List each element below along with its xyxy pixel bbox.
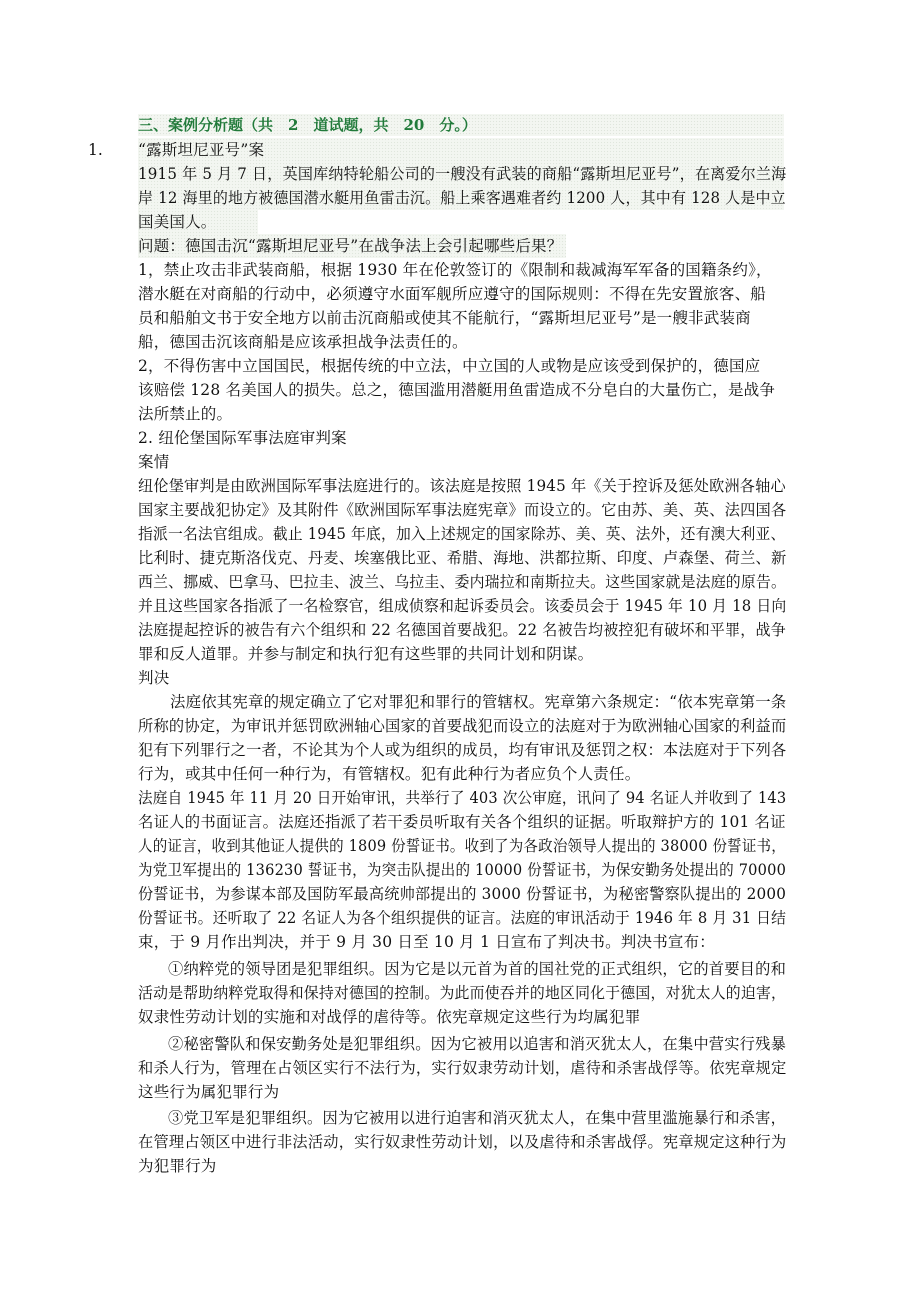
- case-intro-line: 国美国人。: [138, 213, 217, 231]
- verdict-line: 为犯罪行为: [138, 1157, 217, 1175]
- verdict-line: 这些行为属犯罪行为: [138, 1083, 280, 1101]
- case-title: “露斯坦尼亚号”案: [138, 141, 265, 159]
- facts-line: 纽伦堡审判是由欧洲国际军事法庭进行的。该法庭是按照 1945 年《关于控诉及惩处欧洲各轴心: [138, 477, 786, 495]
- verdict-line: ②秘密警队和保安勤务处是犯罪组织。因为它被用以追害和消灭犹太人，在集中营实行残暴: [168, 1035, 787, 1053]
- question-text: 问题：德国击沉“露斯坦尼亚号”在战争法上会引起哪些后果？: [138, 237, 563, 255]
- verdict-line: 活动是帮助纳粹党取得和保持对德国的控制。为此而使吞并的地区同化于德国，对犹太人的迫害，: [138, 984, 787, 1002]
- facts-line: 比利时、捷克斯洛伐克、丹麦、埃塞俄比亚、希腊、海地、洪都拉斯、印度、卢森堡、荷兰、新: [138, 549, 787, 567]
- trial-line: 份誓证书，为参谋本部及国防军最高统帅部提出的 3000 份誓证书，为秘密警察队提出的 2000: [138, 885, 787, 903]
- answer-line: 法所禁止的。: [138, 405, 233, 423]
- question-number: 1.: [88, 141, 103, 159]
- judgment-line: 行为，或其中任何一种行为，有管辖权。犯有此种行为者应负个人责任。: [138, 765, 641, 783]
- answer-line: 潜水艇在对商船的行动中，必须遵守水面军舰所应遵守的国际规则：不得在先安置旅客、船: [138, 285, 767, 303]
- section-heading: 案情: [138, 453, 170, 471]
- verdict-line: 奴隶性劳动计划的实施和对战俘的虐待等。依宪章规定这些行为均属犯罪: [138, 1008, 641, 1026]
- answer-line: 员和船舶文书于安全地方以前击沉商船或使其不能航行，“露斯坦尼亚号”是一艘非武装商: [138, 309, 751, 327]
- verdict-line: ①纳粹党的领导团是犯罪组织。因为它是以元首为首的国社党的正式组织，它的首要目的和: [168, 960, 787, 978]
- trial-line: 为党卫军提出的 136230 誓证书，为突击队提出的 10000 份誓证书，为保安勤务处提出的 70000: [138, 861, 787, 879]
- verdict-line: 和杀人行为，管理在占领区实行不法行为，实行奴隶劳动计划，虐待和杀害战俘等。依宪章规定: [138, 1059, 787, 1077]
- verdict-line: 在管理占领区中进行非法活动，实行奴隶性劳动计划，以及虐待和杀害战俘。宪章规定这种行为: [138, 1133, 787, 1151]
- section-heading: 判决: [138, 669, 170, 687]
- facts-line: 指派一名法官组成。截止 1945 年底，加入上述规定的国家除苏、美、英、法外，还有澳大利亚、: [138, 525, 786, 543]
- verdict-line: ③党卫军是犯罪组织。因为它被用以进行迫害和消灭犹太人，在集中营里滥施暴行和杀害，: [168, 1109, 787, 1127]
- case-intro-line: 1915 年 5 月 7 日，英国库纳特轮船公司的一艘没有武装的商船“露斯坦尼亚号”，在离爱尔兰海: [138, 165, 787, 183]
- answer-line: 该赔偿 128 名美国人的损失。总之，德国滥用潜艇用鱼雷造成不分皂白的大量伤亡，是战争: [138, 381, 776, 399]
- trial-line: 份誓证书。还听取了 22 名证人为各个组织提供的证言。法庭的审讯活动于 1946 年 8 月 31 日结: [138, 909, 787, 927]
- trial-line: 束，于 9 月作出判决，并于 9 月 30 日至 10 月 1 日宣布了判决书。判决书宣布：: [138, 933, 716, 951]
- judgment-line: 法庭依其宪章的规定确立了它对罪犯和罪行的管辖权。宪章第六条规定：“依本宪章第一条: [170, 693, 787, 711]
- case-title: 2. 纽伦堡国际军事法庭审判案: [138, 429, 347, 447]
- trial-line: 人的证言，收到其他证人提供的 1809 份誓证书。收到了为各政治领导人提出的 38000 份誓证书，: [138, 837, 786, 855]
- case-intro-line: 岸 12 海里的地方被德国潜水艇用鱼雷击沉。船上乘客遇难者约 1200 人，其中有 128 人是中立: [138, 189, 786, 207]
- facts-line: 并且这些国家各指派了一名检察官，组成侦察和起诉委员会。该委员会于 1945 年 10 月 18 日向: [138, 597, 787, 615]
- facts-line: 罪和反人道罪。并参与制定和执行犯有这些罪的共同计划和阴谋。: [138, 645, 594, 663]
- judgment-line: 所称的协定，为审讯并惩罚欧洲轴心国家的首要战犯而设立的法庭对于为欧洲轴心国家的利益而: [138, 717, 787, 735]
- section-title: 三、案例分析题（共 2 道试题，共 20 分。）: [138, 114, 784, 136]
- facts-line: 西兰、挪威、巴拿马、巴拉圭、波兰、乌拉圭、委内瑞拉和南斯拉夫。这些国家就是法庭的原告。: [138, 573, 787, 591]
- answer-line: 1，禁止攻击非武装商船，根据 1930 年在伦敦签订的《限制和裁减海军军备的国籍条约》，: [138, 261, 772, 279]
- trial-line: 名证人的书面证言。法庭还指派了若干委员听取有关各个组织的证据。听取辩护方的 101 名证: [138, 813, 786, 831]
- facts-line: 国家主要战犯协定》及其附件《欧洲国际军事法庭宪章》而设立的。它由苏、美、英、法四国各: [138, 501, 787, 519]
- trial-line: 法庭自 1945 年 11 月 20 日开始审讯，共举行了 403 次公审庭，讯问了 94 名证人并收到了 143: [138, 789, 787, 807]
- judgment-line: 犯有下列罪行之一者，不论其为个人或为组织的成员，均有审讯及惩罚之权：本法庭对于下列各: [138, 741, 787, 759]
- answer-line: 船，德国击沉该商船是应该承担战争法责任的。: [138, 333, 468, 351]
- answer-line: 2，不得伤害中立国国民，根据传统的中立法，中立国的人或物是应该受到保护的，德国应: [138, 357, 761, 375]
- facts-line: 法庭提起控诉的被告有六个组织和 22 名德国首要战犯。22 名被告均被控犯有破坏和平罪，战争: [138, 621, 786, 639]
